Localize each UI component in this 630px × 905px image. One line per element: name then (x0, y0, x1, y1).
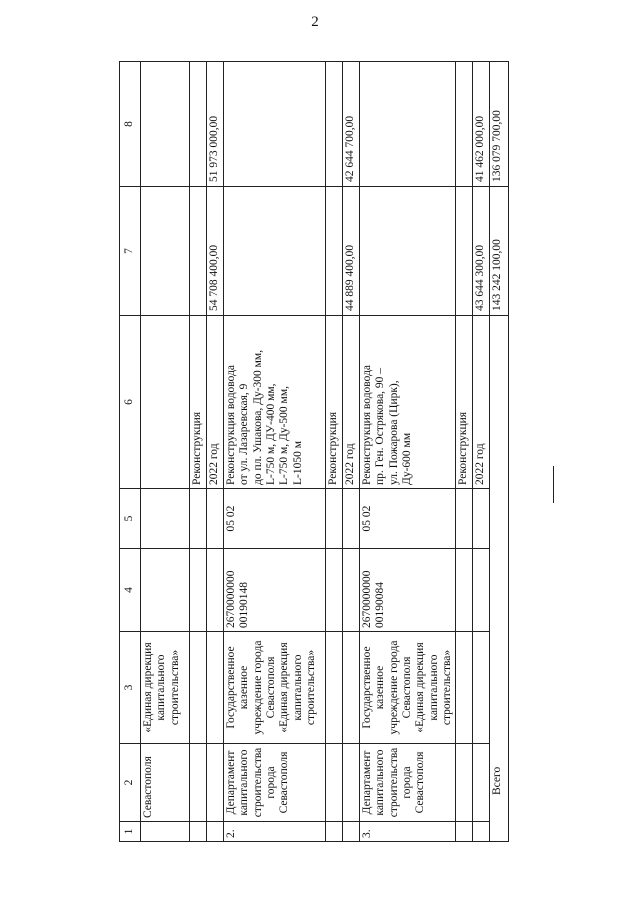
cell-year: 2022 год (473, 316, 490, 489)
table-row (473, 62, 490, 842)
cell-code (141, 549, 190, 632)
total-amount-7: 143 242 100,00 (490, 187, 509, 316)
cell-customer: «Единая дирекция капитального строительства» (141, 632, 190, 744)
cell-object: Реконструкция водовода от ул. Лазаревская, 9 до пл. Ушакова, Ду-300 мм, L-750 м, ДУ-400 мм, L-750 м, Ду-500 мм, L-1050 м (224, 316, 326, 489)
cell-amount-8: 41 462 000,00 (473, 62, 490, 187)
cell-amount-7 (224, 187, 326, 316)
cell-year: 2022 год (343, 316, 360, 489)
cell-object: Реконструкция водовода пр. Ген. Острякова, 90 – ул. Пожарова (Цирк), Ду-600 мм (360, 316, 456, 489)
cell-num: 3. (360, 822, 456, 842)
cell-num: 2. (224, 822, 326, 842)
table-row (224, 62, 326, 842)
header-col-1: 1 (120, 822, 141, 842)
cell-num (141, 822, 190, 842)
table-row (456, 62, 473, 842)
cell-amount-7: 44 889 400,00 (343, 187, 360, 316)
header-col-2: 2 (120, 744, 141, 822)
total-row (490, 62, 509, 842)
funding-table (119, 62, 508, 842)
cell-work-type: Реконструкция (326, 316, 343, 489)
separator-line (553, 466, 554, 503)
table-row (190, 62, 207, 842)
cell-work-type: Реконструкция (190, 316, 207, 489)
header-col-8: 8 (120, 62, 141, 187)
page-number: 2 (311, 14, 319, 30)
header-col-3: 3 (120, 632, 141, 744)
cell-code: 2670000000 00190084 (360, 549, 456, 632)
cell-amount-7: 54 708 400,00 (207, 187, 224, 316)
rotated-table-frame (119, 62, 508, 842)
cell-amount-8 (224, 62, 326, 187)
cell-amount-7 (141, 187, 190, 316)
cell-work-type: Реконструкция (456, 316, 473, 489)
cell-section (141, 489, 190, 549)
cell-department: Департамент капитального строительства города Севастополя (360, 744, 456, 822)
table-row (207, 62, 224, 842)
cell-amount-8: 42 644 700,00 (343, 62, 360, 187)
cell-object (141, 316, 190, 489)
cell-customer: Государственное казенное учреждение города Севастополя «Единая дирекция капитального строительства» (224, 632, 326, 744)
cell-customer: Государственное казенное учреждение города Севастополя «Единая дирекция капитального строительства» (360, 632, 456, 744)
total-label: Всего (490, 316, 509, 842)
cell-section: 05 02 (224, 489, 326, 549)
header-col-7: 7 (120, 187, 141, 316)
header-col-5: 5 (120, 489, 141, 549)
cell-year: 2022 год (207, 316, 224, 489)
cell-department: Севастополя (141, 744, 190, 822)
header-col-4: 4 (120, 549, 141, 632)
cell-amount-8: 51 973 000,00 (207, 62, 224, 187)
cell-amount-7: 43 644 300,00 (473, 187, 490, 316)
table-row (360, 62, 456, 842)
cell-amount-8 (141, 62, 190, 187)
header-col-6: 6 (120, 316, 141, 489)
header-row (120, 62, 141, 842)
cell-amount-7 (360, 187, 456, 316)
cell-section: 05 02 (360, 489, 456, 549)
cell-amount-8 (360, 62, 456, 187)
cell-department: Департамент капитального строительства города Севастополя (224, 744, 326, 822)
total-amount-8: 136 079 700,00 (490, 62, 509, 187)
table-row (343, 62, 360, 842)
cell-code: 2670000000 00190148 (224, 549, 326, 632)
table-row (141, 62, 190, 842)
table-row (326, 62, 343, 842)
